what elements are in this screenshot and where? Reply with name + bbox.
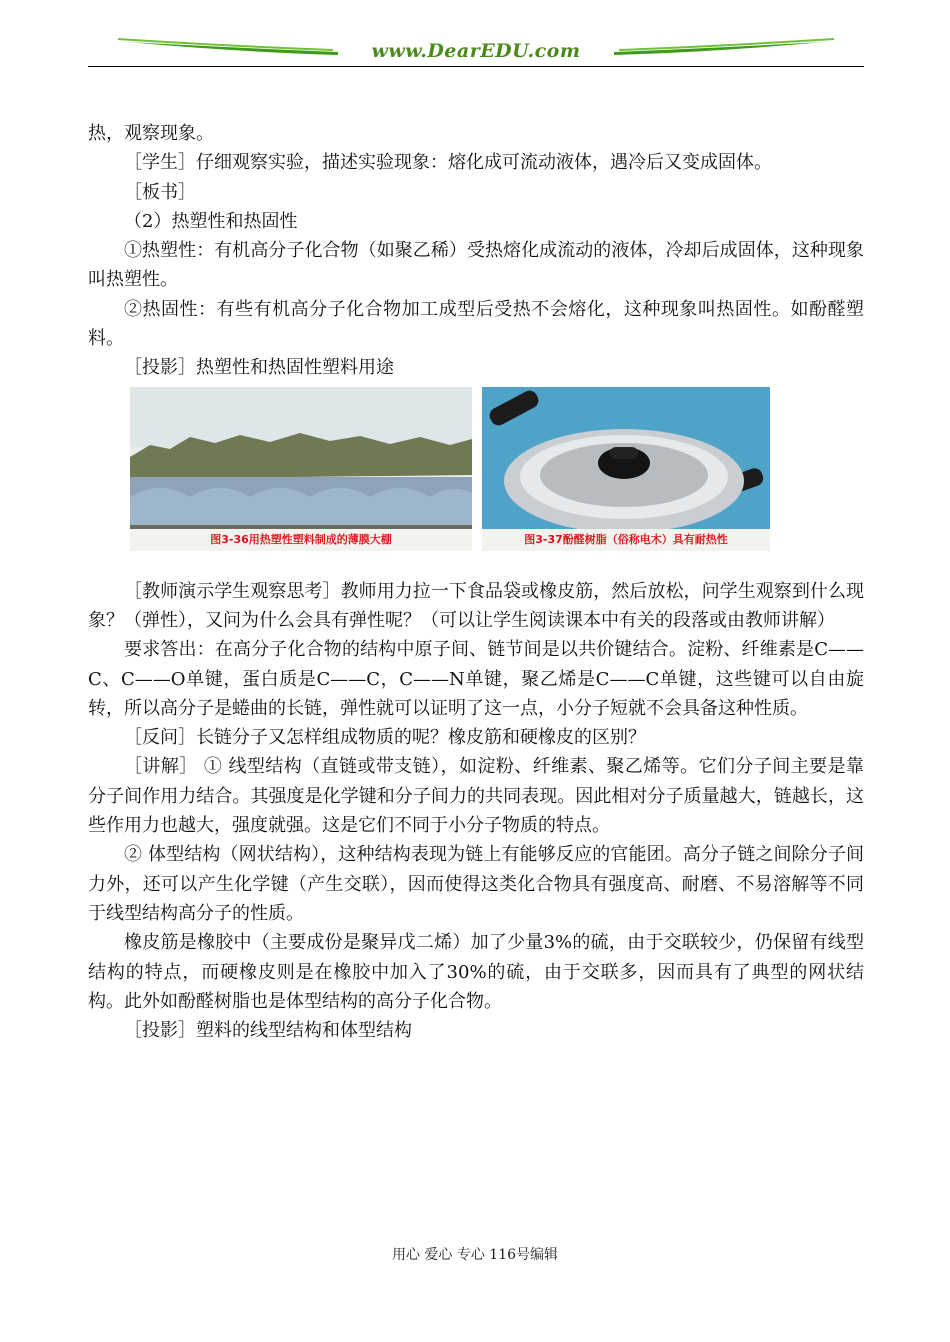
- paragraph: ［学生］仔细观察实验，描述实验现象：熔化成可流动液体，遇冷后又变成固体。: [124, 152, 772, 174]
- document-body: [88, 119, 864, 1045]
- paragraph: ［投影］热塑性和热固性塑料用途: [124, 357, 394, 379]
- header-rule: [88, 66, 864, 67]
- page-header: [88, 30, 864, 70]
- paragraph: 要求答出：在高分子化合物的结构中原子间、链节间是以共价键结合。淀粉、纤维素是C——C、C——O单键，蛋白质是C——C，C——N单键，聚乙烯是C——C单键，这些键可以自由旋转，所以高分子是蜷曲的长链，弹性就可以证明了这一点，小分子短就不会具备这种性质。: [88, 639, 864, 719]
- paragraph: ①热塑性：有机高分子化合物（如聚乙稀）受热熔化成流动的液体，冷却后成固体，这种现象叫热塑性。: [88, 240, 864, 291]
- figure-greenhouse: [130, 387, 472, 551]
- figure-caption: 图3-36用热塑性塑料制成的薄膜大棚: [130, 529, 472, 551]
- site-logo-text: www.DearEDU.com: [371, 40, 581, 62]
- figure-caption: 图3-37酚醛树脂（俗称电木）具有耐热性: [482, 529, 770, 551]
- paragraph: ［教师演示学生观察思考］教师用力拉一下食品袋或橡皮筋，然后放松，问学生观察到什么现象？（弹性），又问为什么会具有弹性呢？（可以让学生阅读课本中有关的段落或由教师讲解）: [88, 580, 864, 631]
- paragraph: ②热固性：有些有机高分子化合物加工成型后受热不会熔化，这种现象叫热固性。如酚醛塑料。: [88, 298, 864, 350]
- section-heading: （2）热塑性和热固性: [124, 210, 298, 232]
- paragraph: 橡皮筋是橡胶中（主要成份是聚异戊二烯）加了少量3%的硫，由于交联较少，仍保留有线型结构的特点，而硬橡皮则是在橡胶中加入了30%的硫，由于交联多，因而具有了典型的网状结构。此外如酚醛树脂也是体型结构的高分子化合物。: [88, 932, 864, 1012]
- paragraph: ［投影］塑料的线型结构和体型结构: [124, 1020, 412, 1042]
- figure-pot: [482, 387, 770, 551]
- paragraph: ［反问］长链分子又怎样组成物质的呢？橡皮筋和硬橡皮的区别？: [124, 727, 646, 749]
- paragraph: 热，观察现象。: [88, 123, 214, 144]
- pot-photo: [482, 387, 770, 551]
- figure-row: [88, 387, 864, 577]
- greenhouse-photo: [130, 387, 472, 551]
- paragraph: ［板书］: [124, 181, 196, 203]
- page-footer: 用心 爱心 专心 116号编辑: [391, 1247, 559, 1263]
- paragraph: ② 体型结构（网状结构），这种结构表现为链上有能够反应的官能团。高分子链之间除分子间力外，还可以产生化学键（产生交联），因而使得这类化合物具有强度高、耐磨、不易溶解等不同于线型结构高分子的性质。: [88, 844, 864, 924]
- paragraph: ［讲解］ ① 线型结构（直链或带支链），如淀粉、纤维素、聚乙烯等。它们分子间主要是靠分子间作用力结合。其强度是化学键和分子间力的共同表现。因此相对分子质量越大，链越长，这些作用力也越大，强度就强。这是它们不同于小分子物质的特点。: [88, 756, 864, 837]
